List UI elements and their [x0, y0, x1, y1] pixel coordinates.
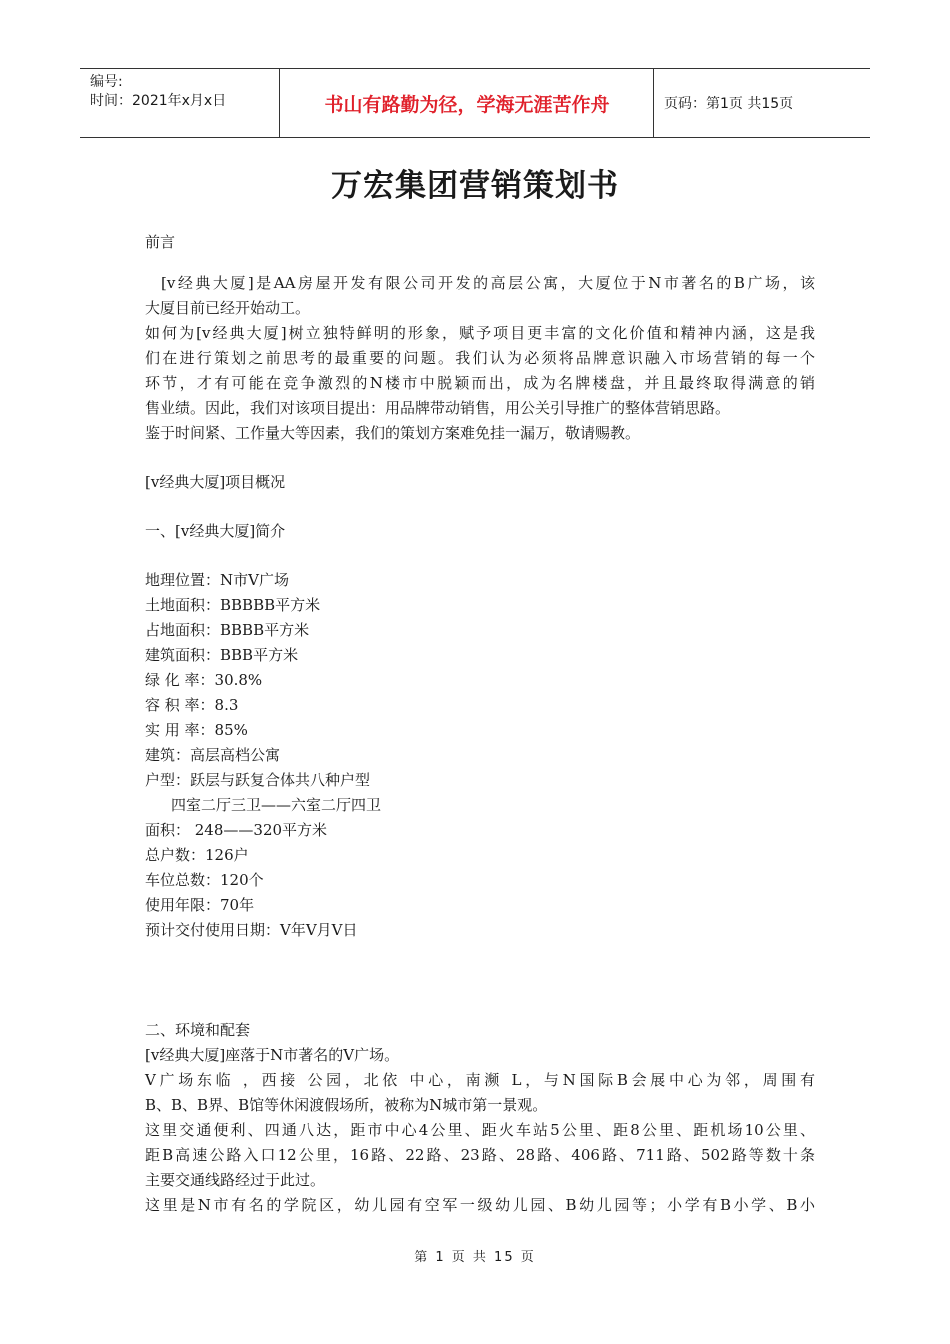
fact-item: 建筑面积：BBB平方米: [145, 646, 299, 664]
fact-item: 车位总数：120个: [145, 871, 264, 889]
fact-item: 使用年限：70年: [145, 896, 255, 914]
fact-item: 总户数：126户: [145, 846, 249, 864]
paragraph-line: 大厦目前已经开始动工。: [145, 299, 311, 317]
preface-heading: 前言: [145, 233, 176, 251]
document-title: 万宏集团营销策划书: [331, 168, 619, 204]
paragraph-line: [v经典大厦]座落于N市著名的V广场。: [145, 1046, 400, 1064]
fact-item: 实 用 率：85%: [145, 721, 248, 739]
header-meta: [80, 69, 280, 137]
fact-item: 容 积 率：8.3: [145, 696, 239, 714]
paragraph-line: 主要交通线路经过于此过。: [145, 1171, 326, 1189]
fact-item: 四室二厅三卫——六室二厅四卫: [171, 796, 382, 814]
fact-item: 土地面积：BBBBB平方米: [145, 596, 321, 614]
fact-item: 面积： 248——320平方米: [145, 821, 328, 839]
paragraph-line: [v经典大厦]是AA房屋开发有限公司开发的高层公寓，大厦位于N市著名的B广场，该: [161, 274, 815, 292]
fact-item: 建筑：高层高档公寓: [145, 746, 281, 764]
paragraph-line: 这里交通便利、四通八达，距市中心4公里、距火车站5公里、距8公里、距机场10公里、: [145, 1121, 815, 1139]
section-heading: 二、环境和配套: [145, 1021, 251, 1039]
page-footer: 第 1 页 共 15 页: [414, 1250, 536, 1265]
paragraph-line: 鉴于时间紧、工作量大等因素，我们的策划方案难免挂一漏万，敬请赐教。: [145, 424, 641, 442]
paragraph-line: V广场东临 ，西接 公园，北依 中心，南濒 L，与N国际B会展中心为邻，周围有: [145, 1071, 815, 1089]
paragraph-line: 环节，才有可能在竞争激烈的N楼市中脱颖而出，成为名牌楼盘，并且最终取得满意的销: [145, 374, 815, 392]
document-number: 编号:: [90, 74, 123, 90]
overview-heading: [v经典大厦]项目概况: [145, 473, 286, 491]
section-heading: 一、[v经典大厦]简介: [145, 522, 286, 540]
document-body: [145, 230, 815, 1218]
document-date: 时间：2021年x月x日: [90, 93, 227, 109]
header-motto: 书山有路勤为径，学海无涯苦作舟: [281, 69, 654, 137]
paragraph-line: 如何为[v经典大厦]树立独特鲜明的形象，赋予项目更丰富的文化价值和精神内涵，这是我: [145, 324, 815, 342]
paragraph-line: 售业绩。因此，我们对该项目提出：用品牌带动销售，用公关引导推广的整体营销思路。: [145, 399, 731, 417]
paragraph-line: B、B、B界、B馆等休闲渡假场所，被称为N城市第一景观。: [145, 1096, 548, 1114]
fact-item: 绿 化 率：30.8%: [145, 671, 263, 689]
paragraph-line: 们在进行策划之前思考的最重要的问题。我们认为必须将品牌意识融入市场营销的每一个: [145, 349, 815, 367]
header-page-info: 页码：第1页 共15页: [664, 96, 794, 112]
fact-item: 占地面积：BBBB平方米: [145, 621, 310, 639]
fact-item: 户型：跃层与跃复合体共八种户型: [145, 771, 371, 789]
fact-item: 地理位置：N市V广场: [145, 571, 289, 589]
paragraph-line: 距B高速公路入口12公里，16路、22路、23路、28路、406路、711路、502路等数十条: [145, 1146, 815, 1164]
page-header: [80, 68, 870, 138]
paragraph-line: 这里是N市有名的学院区，幼儿园有空军一级幼儿园、B幼儿园等；小学有B小学、B小: [145, 1196, 815, 1214]
fact-item: 预计交付使用日期：V年V月V日: [145, 921, 358, 939]
